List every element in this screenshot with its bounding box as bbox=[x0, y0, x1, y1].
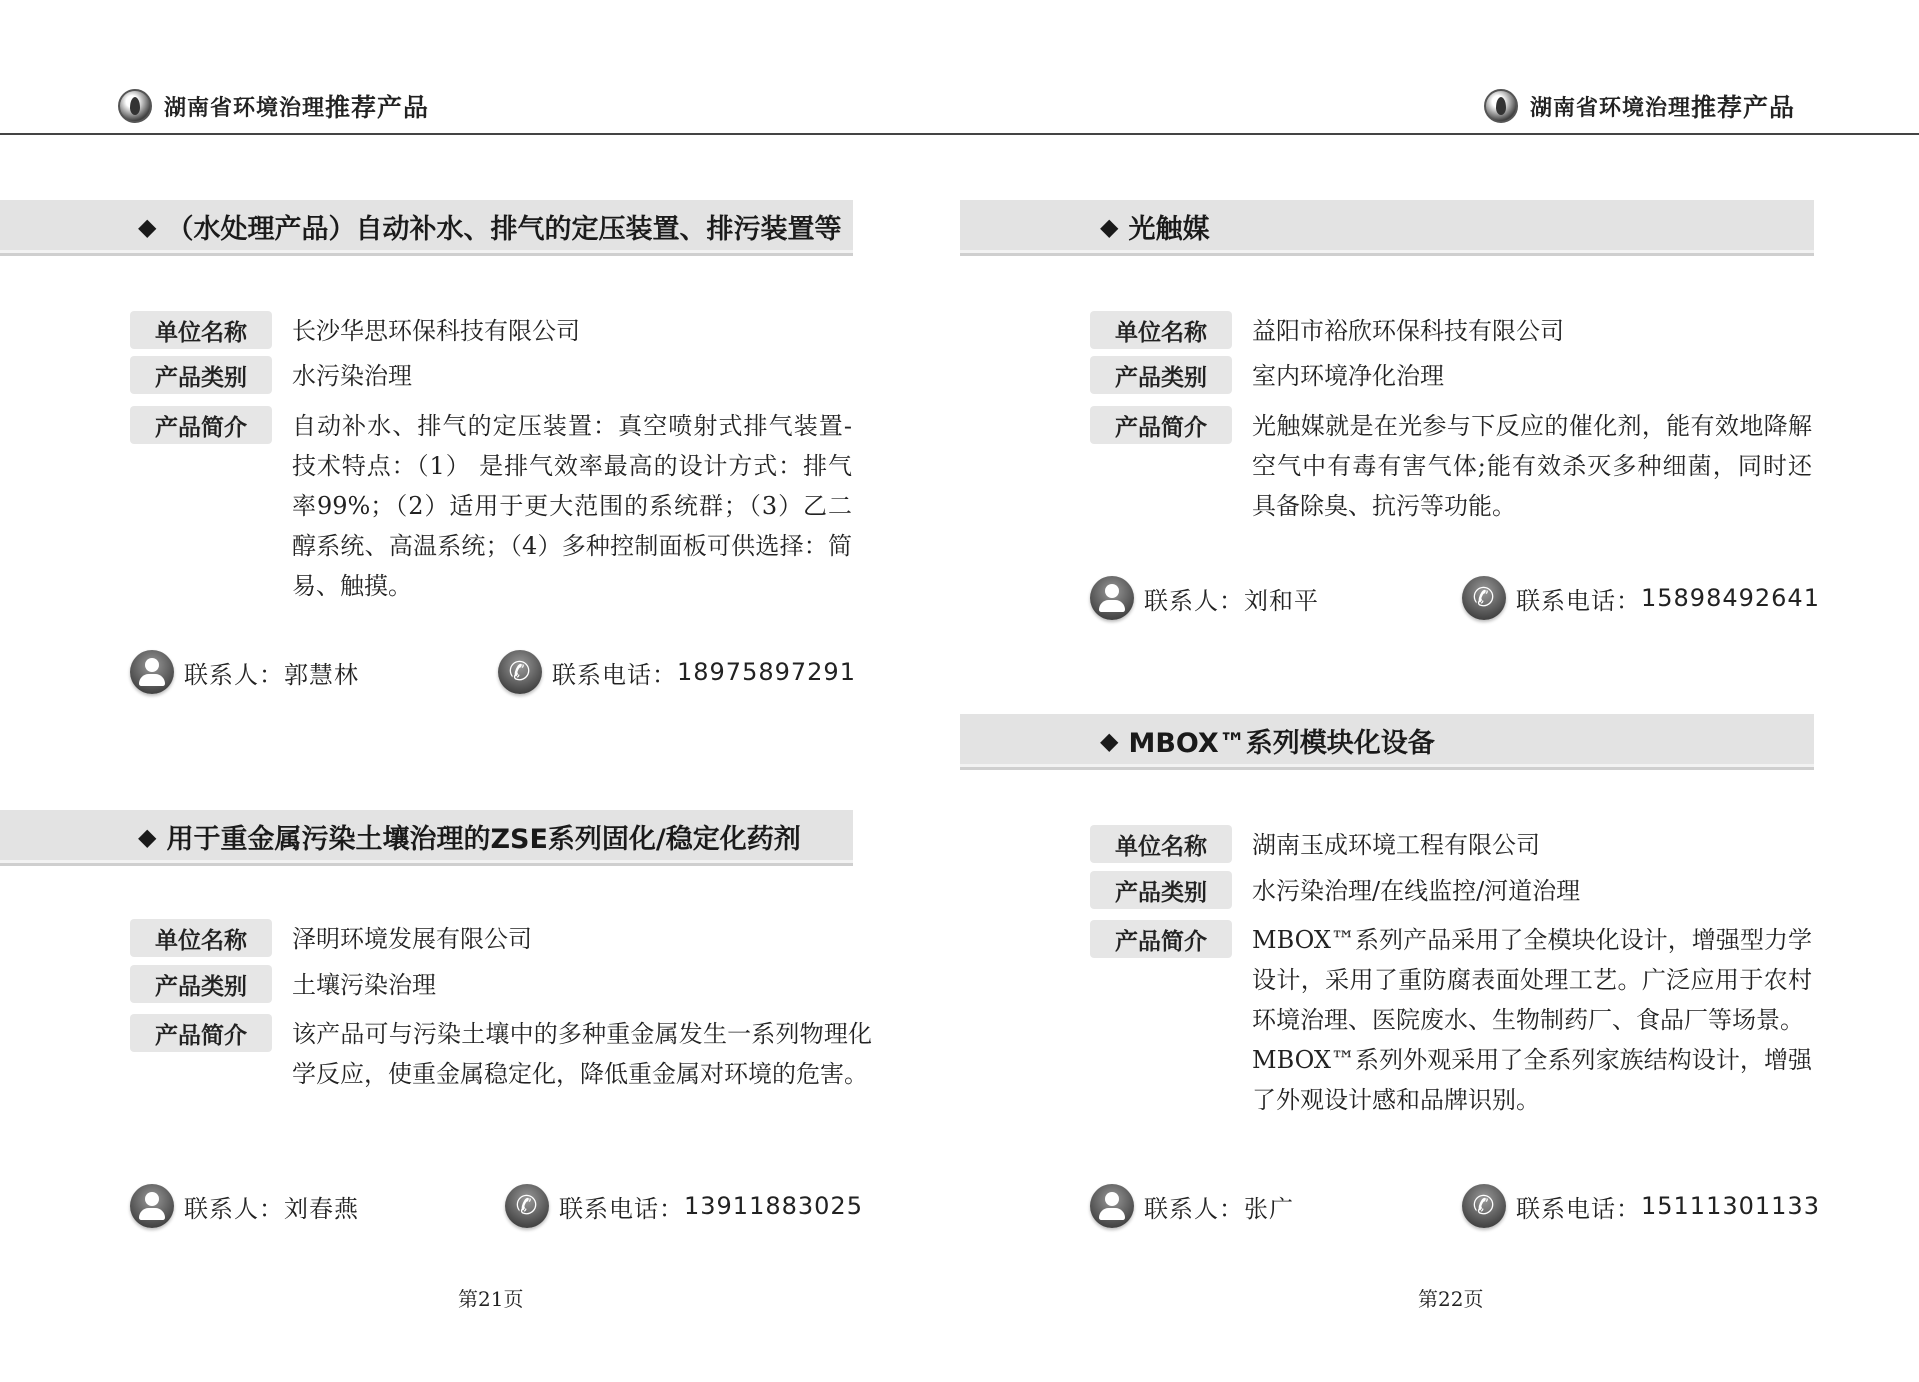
contact-label: 联系人： bbox=[1144, 586, 1244, 615]
category-value: 水污染治理/在线监控/河道治理 bbox=[1252, 877, 1581, 905]
intro-text: 自动补水、排气的定压装置：真空喷射式排气装置-技术特点：（1） 是排气效率最高的设计方式：排气率99%；（2）适用于更大范围的系统群；（3）乙二醇系统、高温系统；（4）多种控制面板可供选择：简易、触摸。 bbox=[292, 412, 852, 600]
category-row bbox=[130, 965, 436, 1005]
section-title-band bbox=[0, 200, 853, 256]
company-value: 泽明环境发展有限公司 bbox=[292, 925, 532, 953]
person-icon bbox=[1090, 576, 1134, 620]
category-label: 产品类别 bbox=[1090, 356, 1232, 394]
diamond-bullet-icon: ◆ bbox=[1100, 726, 1119, 755]
contact-name: 张广 bbox=[1244, 1194, 1294, 1223]
phone-icon bbox=[1462, 1184, 1506, 1228]
person-icon bbox=[130, 650, 174, 694]
company-value: 湖南玉成环境工程有限公司 bbox=[1252, 831, 1540, 859]
contact-person bbox=[1090, 576, 1319, 620]
page-header-right bbox=[1484, 88, 1795, 124]
header-title-main: 推荐产品 bbox=[1691, 93, 1796, 122]
contact-name: 刘春燕 bbox=[284, 1194, 359, 1223]
contact-person bbox=[130, 1184, 359, 1228]
contact-phone bbox=[498, 650, 856, 694]
intro-label: 产品简介 bbox=[130, 1014, 272, 1052]
company-row bbox=[1090, 311, 1564, 351]
company-value: 长沙华思环保科技有限公司 bbox=[292, 317, 580, 345]
diamond-bullet-icon: ◆ bbox=[1100, 212, 1119, 241]
intro-text: 光触媒就是在光参与下反应的催化剂，能有效地降解空气中有毒有害气体;能有效杀灭多种细菌，同时还具备除臭、抗污等功能。 bbox=[1252, 412, 1812, 520]
category-label: 产品类别 bbox=[130, 356, 272, 394]
category-row bbox=[1090, 356, 1444, 396]
phone-label: 联系电话： bbox=[1516, 586, 1641, 615]
company-label: 单位名称 bbox=[130, 919, 272, 957]
intro-block bbox=[1232, 920, 1812, 1120]
diamond-bullet-icon: ◆ bbox=[138, 822, 157, 851]
category-row bbox=[130, 356, 412, 396]
contact-label: 联系人： bbox=[1144, 1194, 1244, 1223]
phone-icon bbox=[505, 1184, 549, 1228]
phone-label: 联系电话： bbox=[552, 660, 677, 689]
intro-label: 产品简介 bbox=[130, 406, 272, 444]
section-title-band bbox=[960, 714, 1814, 770]
phone-number: 13911883025 bbox=[684, 1192, 863, 1220]
category-value: 水污染治理 bbox=[292, 362, 412, 390]
category-label: 产品类别 bbox=[130, 965, 272, 1003]
person-icon bbox=[1090, 1184, 1134, 1228]
contact-name: 刘和平 bbox=[1244, 586, 1319, 615]
header-title-main: 推荐产品 bbox=[325, 93, 430, 122]
contact-phone bbox=[505, 1184, 863, 1228]
intro-text: MBOX™系列产品采用了全模块化设计，增强型力学设计，采用了重防腐表面处理工艺。广泛应用于农村环境治理、医院废水、生物制药厂、食品厂等场景。 bbox=[1252, 926, 1812, 1034]
section-title: 光触媒 bbox=[1128, 214, 1210, 245]
person-icon bbox=[130, 1184, 174, 1228]
category-label: 产品类别 bbox=[1090, 871, 1232, 909]
phone-number: 15898492641 bbox=[1641, 584, 1820, 612]
category-value: 土壤污染治理 bbox=[292, 971, 436, 999]
page-number-right: 第22页 bbox=[1418, 1287, 1484, 1311]
header-title-prefix: 湖南省环境治理 bbox=[164, 94, 326, 121]
category-row bbox=[1090, 871, 1580, 911]
section-title: 用于重金属污染土壤治理的ZSE系列固化/稳定化药剂 bbox=[166, 824, 801, 855]
contact-phone bbox=[1462, 1184, 1820, 1228]
page-number-left: 第21页 bbox=[458, 1287, 524, 1311]
phone-icon bbox=[498, 650, 542, 694]
contact-person bbox=[130, 650, 359, 694]
company-value: 益阳市裕欣环保科技有限公司 bbox=[1252, 317, 1564, 345]
intro-row bbox=[1090, 920, 1812, 1120]
company-row bbox=[130, 311, 580, 351]
intro-label: 产品简介 bbox=[1090, 406, 1232, 444]
page-header-left bbox=[118, 88, 429, 124]
contact-label: 联系人： bbox=[184, 1194, 284, 1223]
company-label: 单位名称 bbox=[1090, 311, 1232, 349]
section-title-band bbox=[960, 200, 1814, 256]
phone-number: 18975897291 bbox=[677, 658, 856, 686]
logo-icon bbox=[118, 89, 152, 123]
company-row bbox=[130, 919, 532, 959]
contact-label: 联系人： bbox=[184, 660, 284, 689]
phone-icon bbox=[1462, 576, 1506, 620]
phone-label: 联系电话： bbox=[1516, 1194, 1641, 1223]
company-label: 单位名称 bbox=[130, 311, 272, 349]
section-title: （水处理产品）自动补水、排气的定压装置、排污装置等 bbox=[166, 214, 842, 245]
contact-person bbox=[1090, 1184, 1294, 1228]
phone-label: 联系电话： bbox=[559, 1194, 684, 1223]
intro-row bbox=[130, 1014, 872, 1094]
logo-icon bbox=[1484, 89, 1518, 123]
intro-row bbox=[130, 406, 852, 606]
company-label: 单位名称 bbox=[1090, 825, 1232, 863]
intro-text: 该产品可与污染土壤中的多种重金属发生一系列物理化学反应，使重金属稳定化，降低重金属对环境的危害。 bbox=[292, 1020, 872, 1088]
header-divider bbox=[0, 133, 1919, 135]
contact-phone bbox=[1462, 576, 1820, 620]
phone-number: 15111301133 bbox=[1641, 1192, 1820, 1220]
header-title-prefix: 湖南省环境治理 bbox=[1530, 94, 1692, 121]
section-title-band bbox=[0, 810, 853, 866]
intro-label: 产品简介 bbox=[1090, 920, 1232, 958]
intro-row bbox=[1090, 406, 1812, 526]
contact-name: 郭慧林 bbox=[284, 660, 359, 689]
diamond-bullet-icon: ◆ bbox=[138, 212, 157, 241]
intro-text-2: MBOX™系列外观采用了全系列家族结构设计，增强了外观设计感和品牌识别。 bbox=[1252, 1046, 1812, 1114]
section-title: MBOX™系列模块化设备 bbox=[1128, 728, 1435, 759]
category-value: 室内环境净化治理 bbox=[1252, 362, 1444, 390]
company-row bbox=[1090, 825, 1540, 865]
